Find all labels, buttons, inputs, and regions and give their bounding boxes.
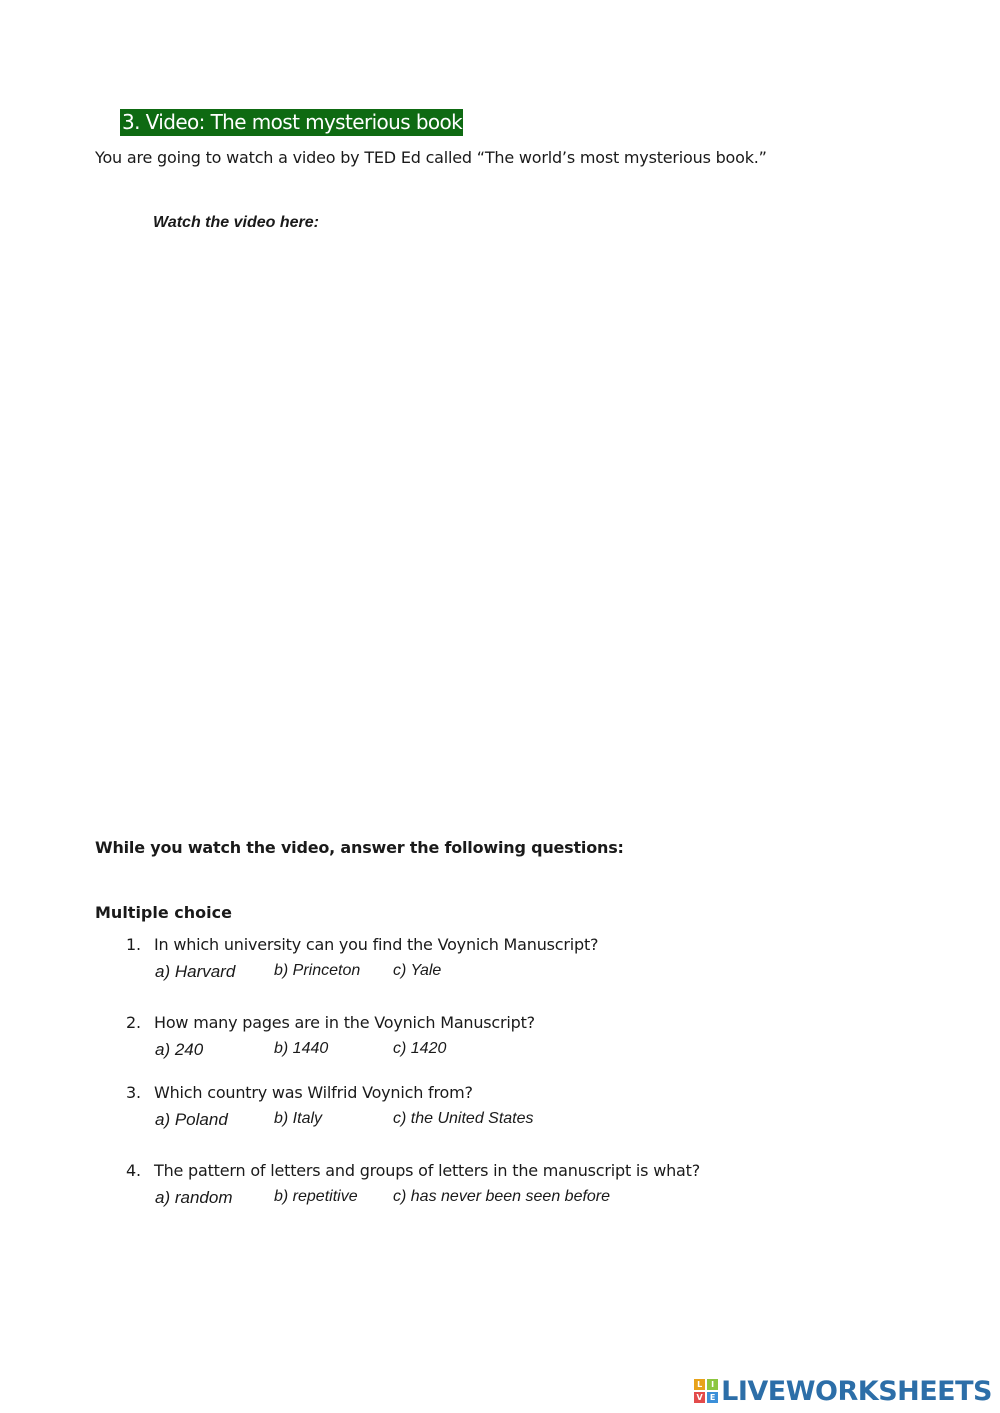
option-b[interactable]: b) Princeton [274, 962, 361, 979]
option-a[interactable]: a) Harvard [155, 962, 236, 981]
question-number: 3. [126, 1083, 141, 1102]
video-embed-area[interactable] [153, 250, 853, 795]
liveworksheets-logo-icon [694, 1379, 718, 1403]
question-4 [126, 1161, 886, 1208]
watch-video-label: Watch the video here: [153, 214, 319, 231]
logo-icon-tile: I [707, 1379, 718, 1390]
section-title: 3. Video: The most mysterious book [122, 110, 463, 134]
question-number: 1. [126, 935, 141, 954]
option-b[interactable]: b) Italy [274, 1110, 323, 1127]
intro-text: You are going to watch a video by TED Ed called “The world’s most mysterious book.” [95, 148, 767, 167]
option-a[interactable]: a) Poland [155, 1110, 228, 1129]
logo-icon-tile: V [694, 1392, 705, 1403]
liveworksheets-logo[interactable] [694, 1374, 992, 1408]
option-a[interactable]: a) random [155, 1188, 233, 1207]
question-number: 4. [126, 1161, 141, 1180]
question-3 [126, 1083, 886, 1130]
answer-options [155, 962, 886, 982]
option-a[interactable]: a) 240 [155, 1040, 204, 1059]
logo-icon-tile: E [707, 1392, 718, 1403]
question-text: The pattern of letters and groups of letters in the manuscript is what? [154, 1161, 700, 1180]
option-c[interactable]: c) 1420 [393, 1040, 447, 1057]
logo-icon-tile: L [694, 1379, 705, 1390]
question-number: 2. [126, 1013, 141, 1032]
option-c[interactable]: c) has never been seen before [393, 1188, 611, 1205]
option-c[interactable]: c) the United States [393, 1110, 534, 1127]
question-text: In which university can you find the Voynich Manuscript? [154, 935, 599, 954]
question-2 [126, 1013, 886, 1060]
question-text: Which country was Wilfrid Voynich from? [154, 1083, 473, 1102]
logo-text: LIVEWORKSHEETS [721, 1375, 992, 1407]
answer-options [155, 1110, 886, 1130]
answer-options [155, 1188, 886, 1208]
option-c[interactable]: c) Yale [393, 962, 442, 979]
instructions-text: While you watch the video, answer the following questions: [95, 838, 624, 857]
question-1 [126, 935, 886, 982]
question-text: How many pages are in the Voynich Manuscript? [154, 1013, 535, 1032]
option-b[interactable]: b) repetitive [274, 1188, 358, 1205]
multiple-choice-heading: Multiple choice [95, 903, 232, 922]
option-b[interactable]: b) 1440 [274, 1040, 329, 1057]
answer-options [155, 1040, 886, 1060]
